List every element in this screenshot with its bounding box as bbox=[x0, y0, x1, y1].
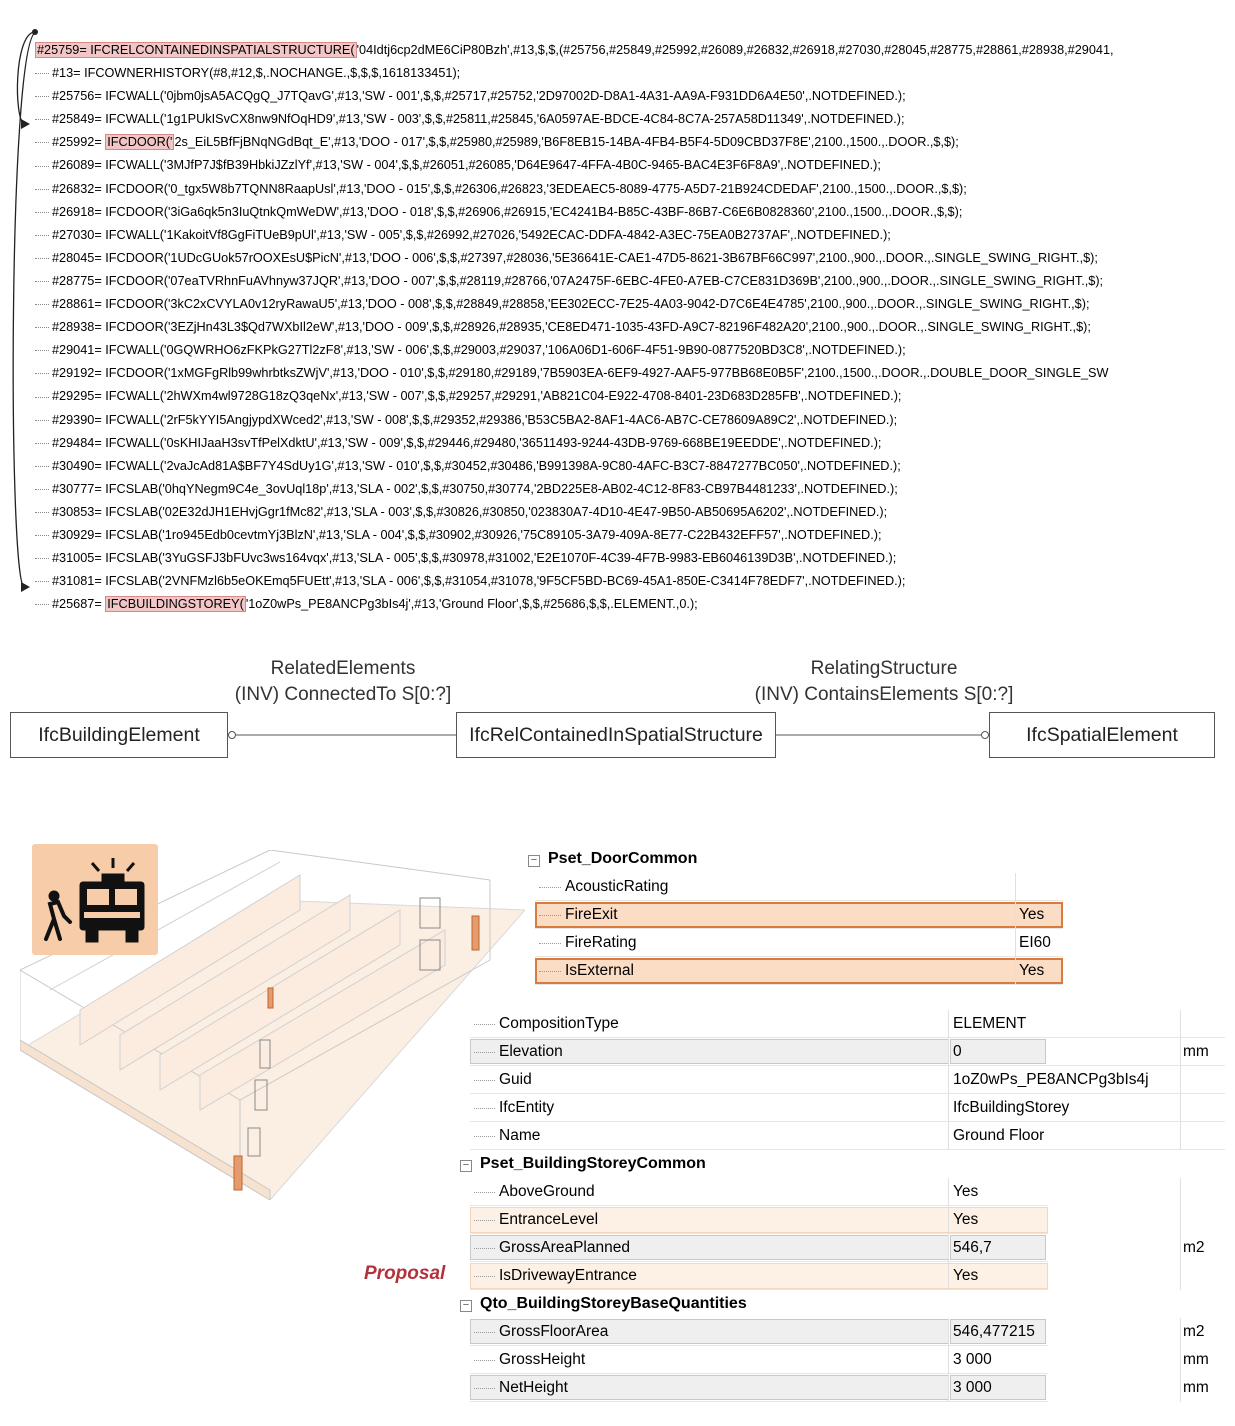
property-row[interactable] bbox=[0, 1262, 1235, 1290]
ifc-line[interactable]: #25992= IFCDOOR(' 2s_EiL5BfFjBNqNGdBqt_E',#13,'DOO - 017',$,$,#25980,#25989,'B6F8EB15-14BA-4FB4-B5F4-5D09CBD37F8E',2100.,1500.,.DOOR.,$,$); bbox=[35, 131, 959, 154]
ifc-step-listing bbox=[30, 18, 1235, 612]
property-name: GrossFloorArea bbox=[499, 1323, 609, 1340]
property-value[interactable]: Yes bbox=[1019, 906, 1045, 923]
property-name: AboveGround bbox=[499, 1183, 595, 1200]
collapse-icon[interactable]: − bbox=[460, 1300, 472, 1312]
property-value[interactable]: Yes bbox=[953, 1211, 979, 1228]
property-name: FireExit bbox=[565, 906, 618, 923]
property-value[interactable]: 3 000 bbox=[953, 1351, 992, 1368]
column-separator bbox=[948, 1010, 949, 1150]
property-unit: m2 bbox=[1183, 1323, 1205, 1340]
property-name: AcousticRating bbox=[565, 878, 669, 895]
ifc-line[interactable]: #31081= IFCSLAB('2VNFMzl6b5eOKEmq5FUEtt',#13,'SLA - 006',$,$,#31054,#31078,'9F5CF5BD-BC69-45A1-850E-C3414F78EDF7',.NOTDEFINED.); bbox=[35, 570, 905, 593]
ifc-line[interactable]: #28775= IFCDOOR('07eaTVRhnFuAVhnyw37JQR',#13,'DOO - 007',$,$,#28119,#28766,'07A2475F-6EBC-4FE0-A7EB-C7CE831D369B',2100.,900.,.DOOR.,.SINGLE_SWING_RIGHT.,$); bbox=[35, 270, 1103, 293]
proposal-label: Proposal bbox=[364, 1263, 446, 1284]
property-row[interactable] bbox=[0, 1094, 1235, 1122]
tree-dots bbox=[474, 1388, 495, 1389]
entity-ifcbuildingelement[interactable]: IfcBuildingElement bbox=[10, 712, 228, 758]
property-value[interactable]: ELEMENT bbox=[953, 1015, 1027, 1032]
tree-dots bbox=[474, 1080, 495, 1081]
property-row[interactable] bbox=[0, 1010, 1235, 1038]
property-row[interactable] bbox=[0, 1234, 1235, 1262]
arrow-to-storey bbox=[21, 582, 30, 592]
ifc-line[interactable]: #25756= IFCWALL('0jbm0jsA5ACQgQ_J7TQavG',#13,'SW - 001',$,$,#25717,#25752,'2D97002D-D8A1-4A31-AA9A-F931DD6A4E50',.NOTDEFINED.); bbox=[35, 85, 906, 108]
property-row[interactable] bbox=[0, 1122, 1235, 1150]
related-elements-label: RelatedElements (INV) ConnectedTo S[0:?] bbox=[234, 658, 452, 705]
property-value[interactable]: 546,7 bbox=[953, 1239, 992, 1256]
ifc-line[interactable]: #27030= IFCWALL('1KakoitVf8GgFiTUeB9pUl',#13,'SW - 005',$,$,#26992,#27026,'5492ECAC-DDFA-4842-A3EC-75EA0B2737AF',.NOTDEFINED.); bbox=[35, 224, 891, 247]
property-value[interactable]: 3 000 bbox=[953, 1379, 992, 1396]
ifc-line[interactable]: #29484= IFCWALL('0sKHIJaaH3svTfPelXdktU',#13,'SW - 009',$,$,#29446,#29480,'36511493-9244-43DB-9769-668BE19EEDDE',.NOTDEFINED.); bbox=[35, 432, 881, 455]
property-name: IsDrivewayEntrance bbox=[499, 1267, 637, 1284]
property-row[interactable] bbox=[0, 1206, 1235, 1234]
ifc-line-root[interactable]: #25759= IFCRELCONTAINEDINSPATIALSTRUCTURE( '04Idtj6cp2dME6CiP80Bzh',#13,$,$,(#25756,#25849,#25992,#26089,#26832,#26918,#27030,#28045,#28775,#28861,#28938,#29041, bbox=[37, 43, 1114, 57]
property-row[interactable] bbox=[0, 1178, 1235, 1206]
relating-structure-label: RelatingStructure (INV) ContainsElements S[0:?] bbox=[754, 658, 1014, 705]
property-row[interactable] bbox=[0, 1346, 1235, 1374]
ifc-line[interactable]: #25849= IFCWALL('1g1PUkISvCX8nw9NfOqHD9',#13,'SW - 003',$,$,#25811,#25845,'6A0597AE-BDCE-4C84-8C7A-257A58D11349',.NOTDEFINED.); bbox=[35, 108, 904, 131]
property-name: GrossHeight bbox=[499, 1351, 586, 1368]
ifc-line[interactable]: #30929= IFCSLAB('1ro945Edb0cevtmYj3BlzN',#13,'SLA - 004',$,$,#30902,#30926,'75C89105-3A79-409A-8E77-C22B432EFF57',.NOTDEFINED.); bbox=[35, 524, 882, 547]
property-row[interactable] bbox=[0, 957, 1235, 985]
property-value[interactable]: IfcBuildingStorey bbox=[953, 1099, 1070, 1116]
arrow-to-door bbox=[21, 119, 30, 129]
collapse-icon[interactable]: − bbox=[528, 855, 540, 867]
column-separator bbox=[948, 1178, 949, 1290]
ifc-line[interactable]: #26089= IFCWALL('3MJfP7J$fB39HbkiJZzlYf',#13,'SW - 004',$,$,#26051,#26085,'D64E9647-4FFA-4B0C-9465-BAC4E3F6F8A9',.NOTDEFINED.); bbox=[35, 154, 881, 177]
tree-dots bbox=[539, 915, 561, 916]
property-name: EntranceLevel bbox=[499, 1211, 599, 1228]
entity-ifcrelcontainedinspatialstructure[interactable]: IfcRelContainedInSpatialStructure bbox=[456, 712, 776, 758]
ifc-line[interactable]: #30853= IFCSLAB('02E32dJH1EHvjGgr1fMc82',#13,'SLA - 003',$,$,#30826,#30850,'023830A7-4D10-4E47-9B50-AB50695A6202',.NOTDEFINED.); bbox=[35, 501, 887, 524]
property-unit: mm bbox=[1183, 1379, 1209, 1396]
ifc-line[interactable]: #29041= IFCWALL('0GQWRHO6zFKPkG27Tl2zF8',#13,'SW - 006',$,$,#29003,#29037,'106A06D1-606F-4F51-9B90-0877520BD3C8',.NOTDEFINED.); bbox=[35, 339, 906, 362]
ifc-line[interactable]: #28045= IFCDOOR('1UDcGUok57rOOXEsU$PicN',#13,'DOO - 006',$,$,#27397,#28036,'5E36641E-CAE1-47D5-8621-3B67BF66C997',2100.,900.,.DOOR.,.SINGLE_SWING_RIGHT.,$); bbox=[35, 247, 1098, 270]
ifc-line[interactable]: #30777= IFCSLAB('0hqYNegm9C4e_3ovUql18p',#13,'SLA - 002',$,$,#30750,#30774,'2BD225E8-AB02-4C12-8F83-CB97B4481233',.NOTDEFINED.); bbox=[35, 478, 898, 501]
property-name: CompositionType bbox=[499, 1015, 619, 1032]
ifc-line[interactable]: #29192= IFCDOOR('1xMGFgRlb99whrbtksZWjV',#13,'DOO - 010',$,$,#29180,#29189,'7B5903EA-6EF9-4927-AAF5-977BB68E0B5F',2100.,1500.,.DOOR.,.DOUBLE_DOOR_SINGLE_SW bbox=[35, 362, 1109, 385]
tree-dots bbox=[539, 943, 561, 944]
property-value[interactable]: Yes bbox=[953, 1183, 979, 1200]
property-name: IfcEntity bbox=[499, 1099, 555, 1116]
tree-dots bbox=[474, 1332, 495, 1333]
tree-dots bbox=[474, 1360, 495, 1361]
ifc-line[interactable]: #31005= IFCSLAB('3YuGSFJ3bFUvc3ws164vqx',#13,'SLA - 005',$,$,#30978,#31002,'E2E1070F-4C39-4F7B-9983-EB6046139D3B',.NOTDEFINED.); bbox=[35, 547, 896, 570]
property-value[interactable]: EI60 bbox=[1019, 934, 1051, 951]
tree-dots bbox=[474, 1276, 495, 1277]
property-name: Elevation bbox=[499, 1043, 563, 1060]
column-separator bbox=[1180, 1178, 1181, 1290]
tree-dots bbox=[474, 1220, 495, 1221]
tree-dots bbox=[539, 887, 561, 888]
tree-dots bbox=[539, 971, 561, 972]
ifc-line[interactable]: #30490= IFCWALL('2vaJcAd81A$BF7Y4SdUy1G',#13,'SW - 010',$,$,#30452,#30486,'B991398A-9C80-4AFC-B3C7-8847277BC050',.NOTDEFINED.); bbox=[35, 455, 901, 478]
ifc-line[interactable]: #28938= IFCDOOR('3EZjHn43L3$Qd7WXbIl2eW',#13,'DOO - 009',$,$,#28926,#28935,'CE8ED471-1035-43FD-A9C7-82196F482A20',2100.,900.,.DOOR.,.SINGLE_SWING_RIGHT.,$); bbox=[35, 316, 1091, 339]
ifc-line[interactable]: #26832= IFCDOOR('0_tgx5W8b7TQNN8RaapUsl',#13,'DOO - 015',$,$,#26306,#26823,'3EDEAEC5-8089-4775-A5D7-21B924CDEDAF',2100.,1500.,.DOOR.,$,$); bbox=[35, 178, 967, 201]
property-value[interactable]: 1oZ0wPs_PE8ANCPg3bIs4j bbox=[953, 1071, 1149, 1088]
entity-ifcspatialelement[interactable]: IfcSpatialElement bbox=[989, 712, 1215, 758]
tree-dots bbox=[474, 1248, 495, 1249]
property-value[interactable]: Ground Floor bbox=[953, 1127, 1045, 1144]
property-name: IsExternal bbox=[565, 962, 634, 979]
pset-doorcommon-header[interactable]: − Pset_DoorCommon bbox=[528, 850, 697, 868]
tree-dots bbox=[474, 1136, 495, 1137]
column-separator bbox=[1180, 1318, 1181, 1402]
ifc-line[interactable]: #28861= IFCDOOR('3kC2xCVYLA0v12ryRawaU5',#13,'DOO - 008',$,$,#28849,#28858,'EE302ECC-7E25-4A03-9042-D7C6E4E4785',2100.,900.,.DOOR.,.SINGLE_SWING_RIGHT.,$); bbox=[35, 293, 1089, 316]
ifc-line[interactable]: #29295= IFCWALL('2hWXm4wl9728G18zQ3qeNx',#13,'SW - 007',$,$,#29257,#29291,'AB821C04-E922-4708-8401-23D683D285FB',.NOTDEFINED.); bbox=[35, 385, 901, 408]
property-name: FireRating bbox=[565, 934, 637, 951]
property-value[interactable]: 0 bbox=[953, 1043, 962, 1060]
property-name: GrossAreaPlanned bbox=[499, 1239, 630, 1256]
tree-dots bbox=[474, 1192, 495, 1193]
property-unit: m2 bbox=[1183, 1239, 1205, 1256]
ifc-line[interactable]: #29390= IFCWALL('2rF5kYYI5AngjypdXWced2',#13,'SW - 008',$,$,#29352,#29386,'B53C5BA2-8AF1-4AC6-AB7C-CE78609A89C2',.NOTDEFINED.); bbox=[35, 409, 897, 432]
property-unit: mm bbox=[1183, 1043, 1209, 1060]
column-separator bbox=[948, 1318, 949, 1402]
column-separator bbox=[1015, 873, 1016, 985]
property-name: NetHeight bbox=[499, 1379, 568, 1396]
column-separator bbox=[1180, 1010, 1181, 1150]
property-row[interactable] bbox=[0, 929, 1235, 957]
property-name: Name bbox=[499, 1127, 541, 1144]
pset-buildingstoreycommon-header[interactable]: − Pset_BuildingStoreyCommon bbox=[460, 1155, 706, 1173]
tree-dots bbox=[474, 1024, 495, 1025]
property-row[interactable] bbox=[0, 1066, 1235, 1094]
property-row[interactable] bbox=[0, 1374, 1235, 1402]
property-row[interactable] bbox=[0, 1318, 1235, 1346]
ifc-line[interactable]: #13= IFCOWNERHISTORY(#8,#12,$,.NOCHANGE.,$,$,$,1618133451); bbox=[35, 62, 460, 85]
property-name: Guid bbox=[499, 1071, 532, 1088]
collapse-icon[interactable]: − bbox=[460, 1160, 472, 1172]
qto-buildingstorey-header[interactable]: − Qto_BuildingStoreyBaseQuantities bbox=[460, 1295, 747, 1313]
property-value[interactable]: Yes bbox=[1019, 962, 1045, 979]
property-unit: mm bbox=[1183, 1351, 1209, 1368]
ifc-line[interactable]: #25687= IFCBUILDINGSTOREY( '1oZ0wPs_PE8ANCPg3bIs4j',#13,'Ground Floor',$,$,#25686,$,$,.ELEMENT.,0.); bbox=[35, 593, 698, 616]
property-value[interactable]: 546,477215 bbox=[953, 1323, 1035, 1340]
property-row[interactable] bbox=[0, 1038, 1235, 1066]
property-row[interactable] bbox=[0, 873, 1235, 901]
tree-dots bbox=[474, 1108, 495, 1109]
property-row[interactable] bbox=[0, 901, 1235, 929]
ifc-line[interactable]: #26918= IFCDOOR('3iGa6qk5n3IuQtnkQmWeDW',#13,'DOO - 018',$,$,#26906,#26915,'EC4241B4-B85C-43BF-86B7-C6E6B0828360',2100.,1500.,.DOOR.,$,$); bbox=[35, 201, 962, 224]
tree-dots bbox=[474, 1052, 495, 1053]
property-value[interactable]: Yes bbox=[953, 1267, 979, 1284]
